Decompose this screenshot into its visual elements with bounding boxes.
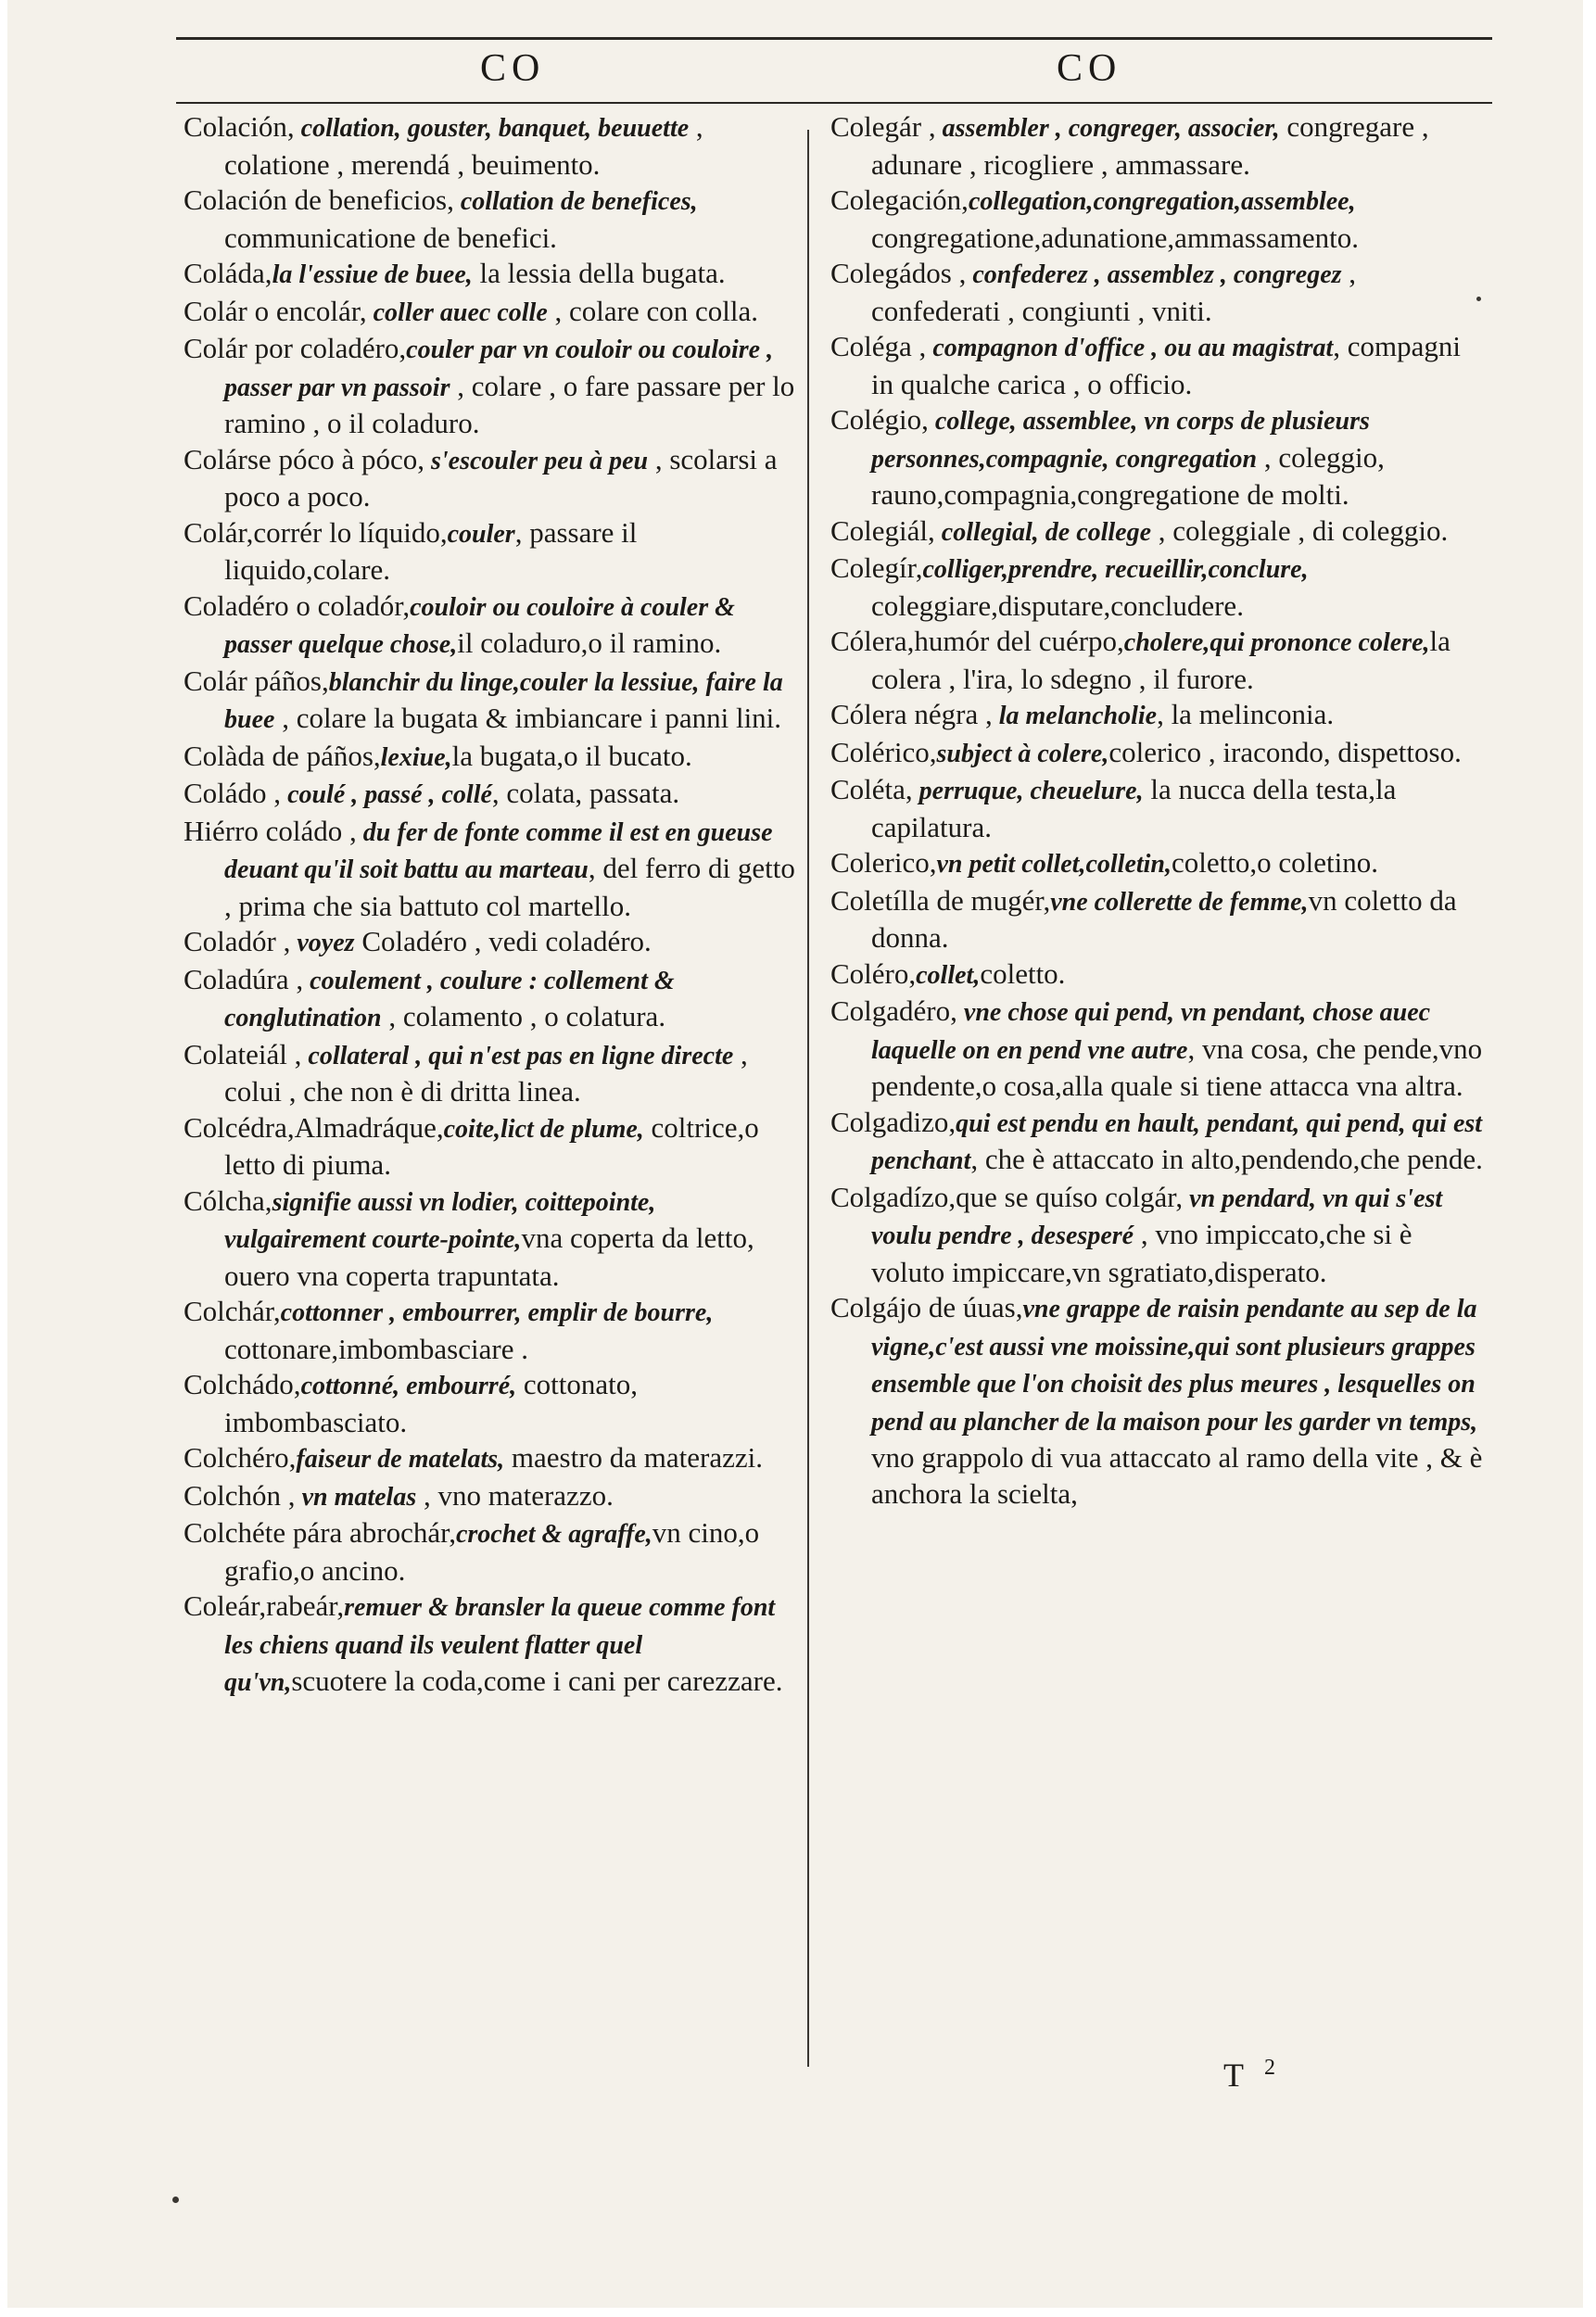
dictionary-entry <box>184 962 795 1037</box>
dictionary-entry <box>830 883 1483 956</box>
entry-headword: Colàda de páños, <box>184 739 381 772</box>
entry-headword: Colegádos , <box>830 257 967 289</box>
entry-italian-gloss: , colare con colla. <box>547 294 758 327</box>
entry-headword: Coletílla de mugér, <box>830 883 1051 917</box>
entry-headword: Coláda, <box>184 257 272 289</box>
dictionary-entry <box>830 402 1483 513</box>
dictionary-entry <box>830 624 1483 697</box>
entry-italian-gloss: , colui , che non è di dritta linea. <box>224 1037 748 1108</box>
right-column <box>830 109 1483 1512</box>
entry-italian-gloss: , colata, passata. <box>491 777 680 809</box>
entry-french-gloss: couler <box>447 519 515 549</box>
entry-italian-gloss: , compagni in qualche carica , o officio. <box>871 330 1462 400</box>
entry-headword: Colación, <box>184 110 295 143</box>
entry-french-gloss: blanchir du linge,couler la lessiue, faire la buee <box>224 667 783 734</box>
entry-italian-gloss: , vno materazzo. <box>416 1478 614 1512</box>
entry-french-gloss: coulement , coulure : collement & conglutination <box>224 966 675 1032</box>
entry-headword: Colchéro, <box>184 1441 297 1474</box>
ink-speck <box>1476 297 1481 301</box>
entry-headword: Colgadízo,que se quíso colgár, <box>830 1180 1184 1213</box>
entry-headword: Colegación, <box>830 184 969 216</box>
dictionary-entry <box>184 1110 795 1184</box>
entry-italian-gloss: Coladéro , vedi coladéro. <box>354 925 652 957</box>
dictionary-entry <box>830 513 1483 551</box>
entry-french-gloss: faiseur de matelats, <box>296 1445 505 1474</box>
entry-headword: Coleár,rabeár, <box>184 1589 345 1622</box>
entry-headword: Coládo , <box>184 777 282 809</box>
dictionary-entry <box>184 294 795 332</box>
entry-french-gloss: cholere,qui prononce colere, <box>1123 628 1430 657</box>
left-column <box>184 109 795 1702</box>
dictionary-entry <box>830 994 1483 1105</box>
entry-italian-gloss: la nucca della testa,la capilatura. <box>871 773 1397 843</box>
entry-french-gloss: du fer de fonte comme il est en gueuse deuant qu'il soit battu au marteau <box>224 817 773 884</box>
dictionary-entry <box>184 589 795 664</box>
entry-headword: Colárse póco à póco, <box>184 442 424 475</box>
entry-french-gloss: vn pendard, vn qui s'est voulu pendre , desesperé <box>871 1184 1443 1250</box>
dictionary-entry <box>830 183 1483 256</box>
entry-headword: Colár por coladéro, <box>184 332 407 364</box>
entry-headword: Colchádo, <box>184 1368 301 1400</box>
entry-italian-gloss: , del ferro di getto , prima che sia battuto col martello. <box>224 852 795 922</box>
entry-headword: Colgájo de úuas, <box>830 1291 1023 1323</box>
dictionary-entry <box>830 735 1483 773</box>
entry-italian-gloss: , passare il liquido,colare. <box>224 515 638 586</box>
entry-italian-gloss: la colera , l'ira, lo sdegno , il furore. <box>871 625 1450 695</box>
entry-italian-gloss: coletto. <box>980 956 1066 990</box>
dictionary-entry <box>184 1294 795 1367</box>
entry-headword: Coléga , <box>830 330 927 362</box>
entry-headword: Coléta, <box>830 773 913 805</box>
dictionary-entry <box>184 1515 795 1589</box>
entry-italian-gloss: colerico , iracondo, dispettoso. <box>1108 735 1462 768</box>
entry-italian-gloss: coleggiare,disputare,concludere. <box>871 589 1244 622</box>
dictionary-entry <box>184 331 795 442</box>
entry-italian-gloss: vna coperta da letto, ouero vna coperta trapuntata. <box>224 1222 754 1292</box>
entry-italian-gloss: , scolarsi a poco a poco. <box>224 442 778 513</box>
entry-italian-gloss: maestro da materazzi. <box>504 1441 764 1474</box>
entry-french-gloss: couler par vn couloir ou couloire , passer par vn passoir <box>224 336 774 402</box>
dictionary-entry <box>184 814 795 925</box>
entry-italian-gloss: , colamento , o colatura. <box>381 1000 666 1032</box>
dictionary-entry <box>184 776 795 814</box>
entry-italian-gloss: vn coletto da donna. <box>871 883 1457 954</box>
entry-headword: Colegiál, <box>830 513 935 547</box>
entry-french-gloss: voyez <box>290 929 355 957</box>
entry-french-gloss: qui est pendu en hault, pendant, qui pend, qui est penchant <box>871 1108 1483 1175</box>
entry-italian-gloss: congregatione,adunatione,ammassamento. <box>871 221 1359 254</box>
entry-headword: Colár páños, <box>184 664 329 697</box>
running-head-right: CO <box>1057 47 1122 90</box>
top-rule <box>176 37 1492 40</box>
entry-italian-gloss: , coleggio, rauno,compagnia,congregatione de molti. <box>871 440 1385 511</box>
entry-italian-gloss: , confederati , congiunti , vniti. <box>871 257 1357 327</box>
entry-headword: Coladéro o coladór, <box>184 589 411 622</box>
entry-italian-gloss: , vno impiccato,che si è voluto impiccare,vn sgratiato,disperato. <box>871 1218 1412 1288</box>
dictionary-entry <box>830 1290 1483 1512</box>
entry-headword: Colchéte pára abrochár, <box>184 1516 456 1549</box>
dictionary-entry <box>184 109 795 183</box>
entry-french-gloss: s'escouler peu à peu <box>424 446 649 475</box>
dictionary-entry <box>830 551 1483 624</box>
dictionary-entry <box>184 442 795 515</box>
entry-headword: Colerico, <box>830 846 937 879</box>
signature-letter: T <box>1223 2057 1244 2094</box>
entry-french-gloss: cottonner , embourrer, emplir de bourre, <box>280 1298 714 1327</box>
dictionary-entry <box>830 109 1483 183</box>
entry-italian-gloss: , colare , o fare passare per lo ramino , o il coladuro. <box>224 369 795 439</box>
entry-french-gloss: assembler , congreger, associer, <box>935 114 1280 143</box>
entry-italian-gloss: , che è attaccato in alto,pendendo,che pende. <box>970 1143 1483 1175</box>
entry-headword: Colgadizo, <box>830 1105 956 1138</box>
entry-headword: Colateiál , <box>184 1037 302 1070</box>
entry-french-gloss: college, assemblee, vn corps de plusieurs personnes,compagnie, congregation <box>871 407 1370 474</box>
entry-french-gloss: la melancholie <box>992 702 1158 730</box>
dictionary-entry <box>830 1105 1483 1180</box>
entry-headword: Colérico, <box>830 735 937 768</box>
entry-french-gloss: colliger,prendre, recueillir,conclure, <box>922 555 1309 584</box>
dictionary-entry <box>184 739 795 777</box>
dictionary-entry <box>830 772 1483 845</box>
entry-french-gloss: vn petit collet,colletin, <box>936 850 1172 879</box>
entry-french-gloss: collateral , qui n'est pas en ligne directe <box>301 1041 734 1070</box>
entry-italian-gloss: , colatione , merendá , beuimento. <box>224 110 703 181</box>
entry-headword: Cólcha, <box>184 1184 272 1217</box>
entry-french-gloss: collation, gouster, banquet, beuuette <box>294 114 690 143</box>
dictionary-entry <box>830 329 1483 402</box>
entry-italian-gloss: , coleggiale , di coleggio. <box>1151 513 1449 547</box>
entry-italian-gloss: congregare , adunare , ricogliere , ammassare. <box>871 110 1429 181</box>
entry-french-gloss: collegation,congregation,assemblee, <box>968 187 1356 216</box>
entry-headword: Colegír, <box>830 551 923 584</box>
entry-italian-gloss: il coladuro,o il ramino. <box>457 627 722 659</box>
entry-headword: Cólera négra , <box>830 698 993 730</box>
entry-headword: Colár o encolár, <box>184 294 367 327</box>
column-divider <box>807 130 809 2067</box>
entry-french-gloss: coite,lict de plume, <box>443 1114 644 1144</box>
dictionary-entry <box>184 1184 795 1295</box>
entry-italian-gloss: , colare la bugata & imbiancare i panni lini. <box>274 702 782 734</box>
entry-french-gloss: vne chose qui pend, vn pendant, chose auec laquelle on en pend vne autre <box>871 998 1431 1065</box>
entry-french-gloss: coller auec colle <box>366 298 548 327</box>
entry-french-gloss: cottonné, embourré, <box>300 1372 517 1400</box>
entry-french-gloss: compagnon d'office , ou au magistrat <box>926 334 1334 362</box>
header-rule <box>176 102 1492 104</box>
entry-french-gloss: collegial, de college <box>934 517 1152 547</box>
dictionary-entry <box>184 924 795 962</box>
entry-french-gloss: vne collerette de femme, <box>1050 887 1309 917</box>
dictionary-entry <box>184 1037 795 1110</box>
entry-french-gloss: perruque, cheuelure, <box>912 777 1144 805</box>
entry-french-gloss: collet, <box>916 960 981 990</box>
entry-headword: Hiérro coládo , <box>184 814 357 847</box>
running-head-left: CO <box>480 47 546 90</box>
entry-french-gloss: subject à colere, <box>936 739 1109 768</box>
entry-headword: Colcédra,Almadráque, <box>184 1110 444 1144</box>
entry-french-gloss: remuer & bransler la queue comme font les chiens quand ils veulent flatter quel qu'vn, <box>224 1593 776 1697</box>
dictionary-entry <box>830 845 1483 883</box>
entry-headword: Coléro, <box>830 956 917 990</box>
entry-headword: Coladúra , <box>184 962 304 995</box>
entry-headword: Colación de beneficios, <box>184 184 454 216</box>
entry-headword: Coladór , <box>184 925 291 957</box>
entry-italian-gloss: scuotere la coda,come i cani per carezzare. <box>291 1665 783 1697</box>
entry-italian-gloss: cottonare,imbombasciare . <box>224 1332 528 1365</box>
dictionary-entry <box>184 256 795 294</box>
signature-mark <box>1223 2056 1275 2095</box>
dictionary-entry <box>184 1367 795 1440</box>
entry-italian-gloss: communicatione de benefici. <box>224 221 557 254</box>
entry-headword: Colgadéro, <box>830 994 957 1027</box>
entry-headword: Colchár, <box>184 1295 281 1327</box>
entry-italian-gloss: vn cino,o grafio,o ancino. <box>224 1516 760 1587</box>
entry-italian-gloss: la lessia della bugata. <box>472 257 726 289</box>
dictionary-entry <box>184 1440 795 1478</box>
entry-french-gloss: couloir ou couloire à couler & passer quelque chose, <box>224 592 735 659</box>
ink-speck <box>172 2197 179 2203</box>
dictionary-entry <box>184 183 795 256</box>
dictionary-entry <box>830 256 1483 329</box>
entry-french-gloss: confederez , assemblez , congregez <box>966 260 1342 289</box>
signature-number: 2 <box>1264 2056 1275 2080</box>
entry-italian-gloss: cottonato, imbombasciato. <box>224 1368 638 1438</box>
entry-headword: Colár,corrér lo líquido, <box>184 515 448 549</box>
entry-headword: Colchón , <box>184 1478 296 1512</box>
entry-italian-gloss: , la melinconia. <box>1157 698 1335 730</box>
entry-french-gloss: collation de benefices, <box>453 187 698 216</box>
entry-headword: Colégio, <box>830 403 929 436</box>
entry-french-gloss: signifie aussi vn lodier, coittepointe, vulgairement courte-pointe, <box>224 1187 656 1254</box>
entry-french-gloss: lexiue, <box>380 742 452 772</box>
dictionary-entry <box>184 664 795 739</box>
dictionary-entry <box>830 697 1483 735</box>
dictionary-entry <box>830 1180 1483 1291</box>
entry-french-gloss: la l'essiue de buee, <box>272 260 473 289</box>
entry-italian-gloss: , vna cosa, che pende,vno pendente,o cosa,alla quale si tiene attacca vna altra. <box>871 1032 1483 1102</box>
book-page <box>7 0 1583 2308</box>
entry-italian-gloss: vno grappolo di vua attaccato al ramo della vite , & è anchora la scielta, <box>871 1441 1483 1510</box>
entry-headword: Cólera,humór del cuérpo, <box>830 625 1124 657</box>
dictionary-entry <box>184 1478 795 1516</box>
entry-french-gloss: vne grappe de raisin pendante au sep de la vigne,c'est aussi vne moissine,qui sont plusieurs grappes ensemble que l'on choisit des plus meures , lesquelles on pend au plancher de la maison pour les garder vn temps, <box>871 1295 1478 1437</box>
entry-headword: Colegár , <box>830 110 936 143</box>
entry-italian-gloss: la bugata,o il bucato. <box>451 739 692 772</box>
dictionary-entry <box>830 956 1483 994</box>
entry-french-gloss: crochet & agraffe, <box>455 1520 652 1549</box>
entry-french-gloss: coulé , passé , collé <box>281 780 492 809</box>
entry-italian-gloss: coletto,o coletino. <box>1172 846 1378 879</box>
dictionary-entry <box>184 515 795 589</box>
dictionary-entry <box>184 1589 795 1702</box>
entry-french-gloss: vn matelas <box>295 1482 417 1512</box>
entry-italian-gloss: coltrice,o letto di piuma. <box>224 1110 759 1181</box>
